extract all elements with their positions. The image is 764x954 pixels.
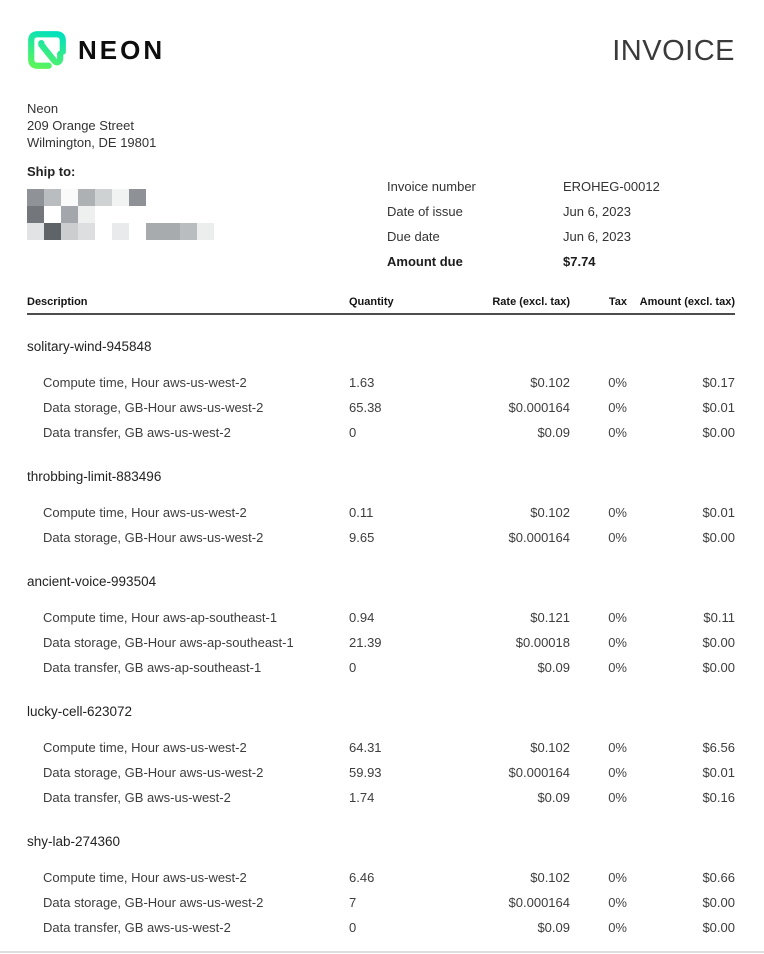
- cell-quantity: 9.65: [349, 530, 375, 545]
- cell-description: Data transfer, GB aws-ap-southeast-1: [43, 660, 262, 675]
- cell-tax: 0%: [608, 610, 627, 625]
- cell-description: Data storage, GB-Hour aws-ap-southeast-1: [43, 635, 294, 650]
- cell-rate: $0.000164: [508, 765, 570, 780]
- cell-description: Compute time, Hour aws-us-west-2: [43, 375, 247, 390]
- ship-to-section: [27, 164, 387, 274]
- meta-value: Jun 6, 2023: [563, 204, 631, 219]
- table-row: [27, 785, 735, 810]
- table-row: [27, 420, 735, 445]
- cell-tax: 0%: [608, 790, 627, 805]
- redacted-row: [27, 206, 387, 223]
- header-row: [27, 30, 735, 70]
- project-name: shy-lab-274360: [27, 834, 121, 849]
- company-address-line: 209 Orange Street: [27, 118, 134, 133]
- redacted-pixel: [61, 189, 78, 206]
- invoice-title: INVOICE: [612, 35, 735, 67]
- cell-description: Data transfer, GB aws-us-west-2: [43, 920, 231, 935]
- cell-description: Compute time, Hour aws-us-west-2: [43, 740, 247, 755]
- cell-quantity: 65.38: [349, 400, 382, 415]
- redacted-pixel: [163, 206, 180, 223]
- redacted-pixel: [95, 206, 112, 223]
- cell-description: Data transfer, GB aws-us-west-2: [43, 425, 231, 440]
- table-row: [27, 890, 735, 915]
- table-row: [27, 500, 735, 525]
- redacted-pixel: [61, 223, 78, 240]
- invoice-meta: [387, 164, 735, 274]
- table-row: [27, 525, 735, 550]
- page-bottom-edge: [0, 951, 764, 953]
- redacted-pixel: [197, 223, 214, 240]
- redacted-pixel: [95, 223, 112, 240]
- cell-tax: 0%: [608, 920, 627, 935]
- cell-amount: $0.00: [702, 425, 735, 440]
- cell-amount: $0.00: [702, 895, 735, 910]
- table-header-row: [27, 296, 735, 315]
- cell-tax: 0%: [608, 870, 627, 885]
- meta-label: Invoice number: [387, 179, 476, 194]
- cell-rate: $0.102: [530, 740, 570, 755]
- table-body: [27, 336, 735, 940]
- col-header-description: Description: [27, 296, 88, 308]
- meta-row: [387, 249, 735, 274]
- redacted-pixel: [163, 223, 180, 240]
- meta-value: $7.74: [563, 254, 596, 269]
- project-name: lucky-cell-623072: [27, 704, 133, 719]
- cell-amount: $0.00: [702, 660, 735, 675]
- cell-quantity: 21.39: [349, 635, 382, 650]
- meta-label: Date of issue: [387, 204, 463, 219]
- redacted-pixel: [78, 206, 95, 223]
- brand-wordmark: NEON: [78, 35, 166, 65]
- col-header-amount: Amount (excl. tax): [639, 296, 735, 308]
- meta-row: [387, 224, 735, 249]
- col-header-tax: Tax: [608, 296, 627, 308]
- redacted-pixel: [61, 206, 78, 223]
- table-row: [27, 760, 735, 785]
- redacted-row: [27, 223, 387, 240]
- table-row: [27, 395, 735, 420]
- meta-value: EROHEG-00012: [563, 179, 660, 194]
- project-name: throbbing-limit-883496: [27, 469, 162, 484]
- ship-to-label: Ship to:: [27, 164, 76, 179]
- cell-tax: 0%: [608, 765, 627, 780]
- cell-tax: 0%: [608, 505, 627, 520]
- cell-description: Compute time, Hour aws-ap-southeast-1: [43, 610, 278, 625]
- redacted-pixel: [180, 189, 197, 206]
- cell-description: Data storage, GB-Hour aws-us-west-2: [43, 765, 264, 780]
- cell-description: Data storage, GB-Hour aws-us-west-2: [43, 895, 264, 910]
- redacted-pixel: [44, 206, 61, 223]
- redacted-pixel: [112, 223, 129, 240]
- cell-description: Compute time, Hour aws-us-west-2: [43, 505, 247, 520]
- redacted-pixel: [146, 223, 163, 240]
- meta-label: Amount due: [387, 254, 463, 269]
- cell-amount: $0.00: [702, 920, 735, 935]
- cell-rate: $0.00018: [515, 635, 570, 650]
- neon-logo-icon: [27, 30, 67, 70]
- project-name: solitary-wind-945848: [27, 339, 152, 354]
- table-row: [27, 370, 735, 395]
- project-group: [27, 466, 735, 550]
- redacted-pixel: [44, 189, 61, 206]
- redacted-pixel: [112, 206, 129, 223]
- cell-amount: $0.00: [702, 530, 735, 545]
- project-rows: [27, 370, 735, 445]
- redacted-pixel: [146, 206, 163, 223]
- redacted-pixel: [214, 189, 231, 206]
- cell-description: Data storage, GB-Hour aws-us-west-2: [43, 400, 264, 415]
- redacted-pixel: [129, 223, 146, 240]
- cell-tax: 0%: [608, 660, 627, 675]
- cell-rate: $0.000164: [508, 400, 570, 415]
- cell-quantity: 1.74: [349, 790, 375, 805]
- cell-quantity: 59.93: [349, 765, 382, 780]
- cell-amount: $0.16: [702, 790, 735, 805]
- redacted-address: [27, 189, 387, 240]
- redacted-pixel: [180, 206, 197, 223]
- meta-label: Due date: [387, 229, 440, 244]
- cell-tax: 0%: [608, 895, 627, 910]
- cell-amount: $0.66: [702, 870, 735, 885]
- cell-rate: $0.121: [530, 610, 570, 625]
- cell-amount: $0.00: [702, 635, 735, 650]
- table-row: [27, 865, 735, 890]
- redacted-pixel: [146, 189, 163, 206]
- redacted-pixel: [197, 189, 214, 206]
- redacted-pixel: [163, 189, 180, 206]
- redacted-pixel: [27, 223, 44, 240]
- cell-amount: $0.17: [702, 375, 735, 390]
- project-rows: [27, 865, 735, 940]
- cell-amount: $0.11: [703, 610, 735, 625]
- cell-rate: $0.102: [530, 375, 570, 390]
- cell-rate: $0.102: [530, 505, 570, 520]
- meta-row: [387, 199, 735, 224]
- redacted-pixel: [112, 189, 129, 206]
- project-rows: [27, 735, 735, 810]
- cell-quantity: 64.31: [349, 740, 382, 755]
- cell-amount: $6.56: [702, 740, 735, 755]
- cell-quantity: 7: [349, 895, 357, 910]
- cell-tax: 0%: [608, 530, 627, 545]
- company-address-line: Wilmington, DE 19801: [27, 135, 157, 150]
- brand: [27, 30, 165, 70]
- table-row: [27, 735, 735, 760]
- redacted-pixel: [44, 223, 61, 240]
- project-group: [27, 701, 735, 810]
- cell-description: Data transfer, GB aws-us-west-2: [43, 790, 231, 805]
- redacted-pixel: [27, 206, 44, 223]
- meta-row: [387, 174, 735, 199]
- redacted-pixel: [27, 189, 44, 206]
- cell-quantity: 0: [349, 660, 357, 675]
- cell-quantity: 0.94: [349, 610, 375, 625]
- project-group: [27, 571, 735, 680]
- table-row: [27, 655, 735, 680]
- cell-rate: $0.09: [537, 660, 570, 675]
- cell-tax: 0%: [608, 375, 627, 390]
- company-address-line: Neon: [27, 101, 59, 116]
- cell-rate: $0.000164: [508, 530, 570, 545]
- info-row: [27, 164, 735, 274]
- cell-quantity: 0.11: [349, 505, 374, 520]
- redacted-pixel: [180, 223, 197, 240]
- project-rows: [27, 500, 735, 550]
- cell-amount: $0.01: [702, 765, 735, 780]
- redacted-pixel: [214, 206, 231, 223]
- col-header-quantity: Quantity: [349, 296, 394, 308]
- cell-rate: $0.102: [530, 870, 570, 885]
- cell-quantity: 0: [349, 920, 357, 935]
- cell-quantity: 6.46: [349, 870, 375, 885]
- redacted-pixel: [197, 206, 214, 223]
- line-items-table: [27, 296, 735, 940]
- redacted-row: [27, 189, 387, 206]
- project-group: [27, 831, 735, 940]
- redacted-pixel: [95, 189, 112, 206]
- project-name: ancient-voice-993504: [27, 574, 157, 589]
- redacted-pixel: [129, 189, 146, 206]
- cell-amount: $0.01: [702, 505, 735, 520]
- redacted-pixel: [129, 206, 146, 223]
- cell-tax: 0%: [608, 425, 627, 440]
- col-header-rate: Rate (excl. tax): [492, 296, 570, 308]
- cell-rate: $0.09: [537, 790, 570, 805]
- redacted-pixel: [78, 189, 95, 206]
- cell-quantity: 1.63: [349, 375, 375, 390]
- cell-rate: $0.000164: [508, 895, 570, 910]
- table-row: [27, 605, 735, 630]
- meta-value: Jun 6, 2023: [563, 229, 631, 244]
- cell-tax: 0%: [608, 740, 627, 755]
- company-address: [27, 100, 735, 151]
- cell-tax: 0%: [608, 635, 627, 650]
- redacted-pixel: [214, 223, 231, 240]
- table-row: [27, 630, 735, 655]
- cell-quantity: 0: [349, 425, 357, 440]
- cell-amount: $0.01: [702, 400, 735, 415]
- cell-rate: $0.09: [537, 920, 570, 935]
- cell-description: Compute time, Hour aws-us-west-2: [43, 870, 247, 885]
- cell-rate: $0.09: [537, 425, 570, 440]
- project-group: [27, 336, 735, 445]
- cell-description: Data storage, GB-Hour aws-us-west-2: [43, 530, 264, 545]
- cell-tax: 0%: [608, 400, 627, 415]
- redacted-pixel: [78, 223, 95, 240]
- project-rows: [27, 605, 735, 680]
- table-row: [27, 915, 735, 940]
